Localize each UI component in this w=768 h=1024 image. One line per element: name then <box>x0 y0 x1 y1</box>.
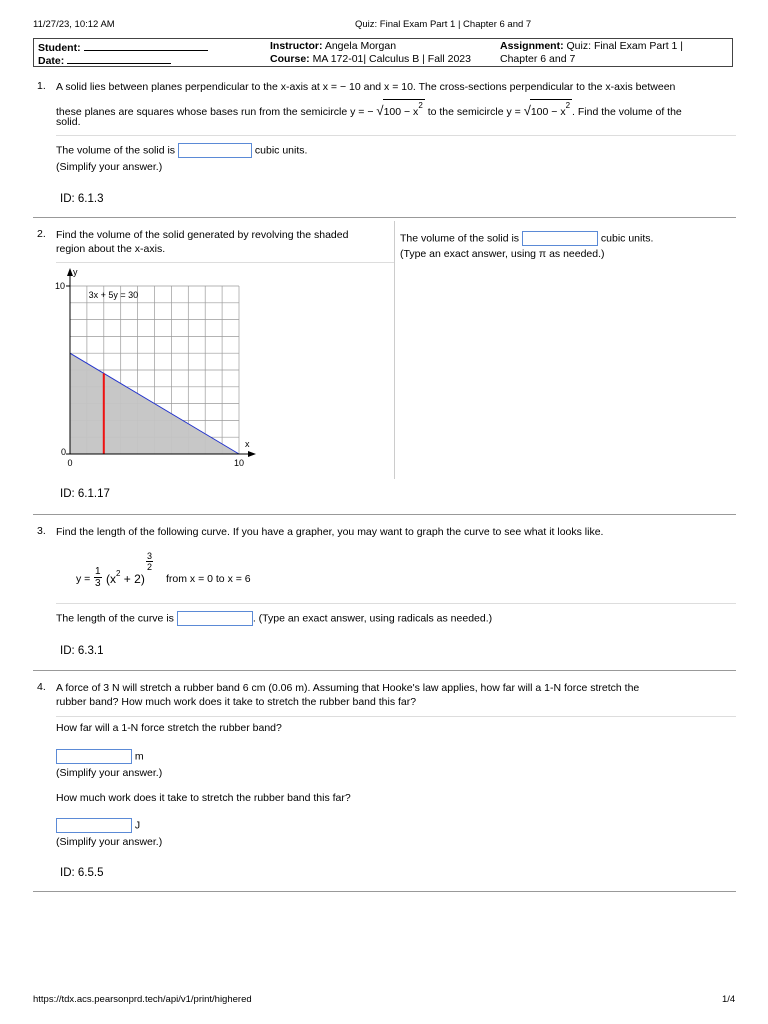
question-separator <box>33 670 736 671</box>
q1-hint: (Simplify your answer.) <box>56 161 163 173</box>
instructor-name: Angela Morgan <box>324 40 397 52</box>
sqrt-sign: √ <box>523 103 531 118</box>
q2-answer-row: The volume of the solid is cubic units. <box>400 232 654 245</box>
q2-text-line1: Find the volume of the solid generated by revolving the shaded <box>56 229 349 241</box>
q3-answer-row: The length of the curve is . (Type an exact answer, using radicals as needed.) <box>56 612 493 625</box>
q3-id: ID: 6.3.1 <box>60 645 104 657</box>
q4-part2-prompt: How much work does it take to stretch the rubber band this far? <box>56 792 351 804</box>
q2-answer-input[interactable] <box>522 231 598 246</box>
q3-answer-input[interactable] <box>177 611 253 626</box>
q4-part1-prompt: How far will a 1-N force stretch the rubber band? <box>56 722 282 734</box>
q2-id: ID: 6.1.17 <box>60 488 110 500</box>
q3-range: from x = 0 to x = 6 <box>166 573 251 585</box>
q1-text-part1: these planes are squares whose bases run from the semicircle y = − <box>56 106 374 118</box>
equation-label: 3x + 5y = 30 <box>88 289 139 300</box>
q1-text-line1: A solid lies between planes perpendicular to the x-axis at x = − 10 and x = 10. The cross-sections perpendicular to the x-axis between <box>56 81 676 93</box>
student-blank <box>84 40 208 51</box>
q1-text-part2: to the semicircle y = <box>427 106 521 118</box>
divider <box>56 135 736 136</box>
fraction-one-third: $\frac{1}{3}$ <box>95 566 101 589</box>
q4-distance-input[interactable] <box>56 749 132 764</box>
divider <box>56 716 736 717</box>
q3-text: Find the length of the following curve. If you have a grapher, you may want to graph the curve to see what it looks like. <box>56 526 604 538</box>
q4-hint2: (Simplify your answer.) <box>56 836 163 848</box>
divider <box>56 262 394 263</box>
course-name: MA 172-01| Calculus B | Fall 2023 <box>312 53 471 65</box>
q1-radicand-2: $100 - x^2$ <box>530 101 571 118</box>
q3-inner-expression: $(x^2 + 2)$ <box>106 569 145 586</box>
course-label: Course: <box>270 53 310 65</box>
column-divider <box>394 221 395 479</box>
page-number: 1/4 <box>722 994 736 1005</box>
q1-number: 1. <box>37 80 46 92</box>
assignment-name-line1: Quiz: Final Exam Part 1 | <box>566 40 684 52</box>
x-tick-label: 0 <box>67 458 73 468</box>
date-label: Date: <box>38 55 65 67</box>
x-axis-arrow <box>248 451 256 457</box>
q1-answer-input[interactable] <box>178 143 252 158</box>
print-title: Quiz: Final Exam Part 1 | Chapter 6 and 7 <box>355 19 532 30</box>
instructor-label: Instructor: <box>270 40 323 52</box>
q4-part1-answer-row: m <box>56 749 144 764</box>
exponent-three-halves: $\frac{3}{2}$ <box>147 551 153 572</box>
q4-text-line2: rubber band? How much work does it take to stretch the rubber band this far? <box>56 696 417 708</box>
shaded-region-graph <box>50 268 265 473</box>
q1-answer-row: The volume of the solid is cubic units. <box>56 144 308 157</box>
footer-url: https://tdx.acs.pearsonprd.tech/api/v1/print/highered <box>33 994 252 1005</box>
q2-hint: (Type an exact answer, using π as needed.) <box>400 248 605 260</box>
q1-radicand-1: $100 - x^2$ <box>383 101 423 118</box>
q4-hint1: (Simplify your answer.) <box>56 767 163 779</box>
student-label: Student: <box>38 42 81 54</box>
print-datetime: 11/27/23, 10:12 AM <box>33 19 115 30</box>
q1-text-part3: . Find the volume of the <box>572 106 682 118</box>
q4-part2-answer-row: J <box>56 818 140 833</box>
q3-number: 3. <box>37 525 46 537</box>
assignment-name-line2: Chapter 6 and 7 <box>500 53 576 65</box>
divider <box>56 603 736 604</box>
q4-text-line1: A force of 3 N will stretch a rubber band 6 cm (0.06 m). Assuming that Hooke's law applies, how far will a 1-N force stretch the <box>56 682 640 694</box>
q1-id: ID: 6.1.3 <box>60 193 104 205</box>
x-tick-label: 10 <box>233 458 245 468</box>
q4-number: 4. <box>37 681 46 693</box>
q4-id: ID: 6.5.5 <box>60 867 104 879</box>
y-tick-label: 10 <box>54 281 65 291</box>
question-separator <box>33 514 736 515</box>
q4-work-input[interactable] <box>56 818 132 833</box>
q1-text-line3: solid. <box>56 116 81 128</box>
q2-number: 2. <box>37 228 46 240</box>
date-blank <box>67 53 171 64</box>
question-separator <box>33 891 736 892</box>
y-tick-label: 0 <box>60 447 66 457</box>
q1-text-line2 <box>56 99 682 120</box>
assignment-label: Assignment: <box>500 40 564 52</box>
x-axis-label: x <box>245 439 250 449</box>
sqrt-sign: √ <box>376 103 384 118</box>
q2-text-line2: region about the x-axis. <box>56 243 166 255</box>
y-axis-label: y <box>73 268 78 277</box>
question-separator <box>33 217 736 218</box>
student-info-box <box>33 38 733 67</box>
